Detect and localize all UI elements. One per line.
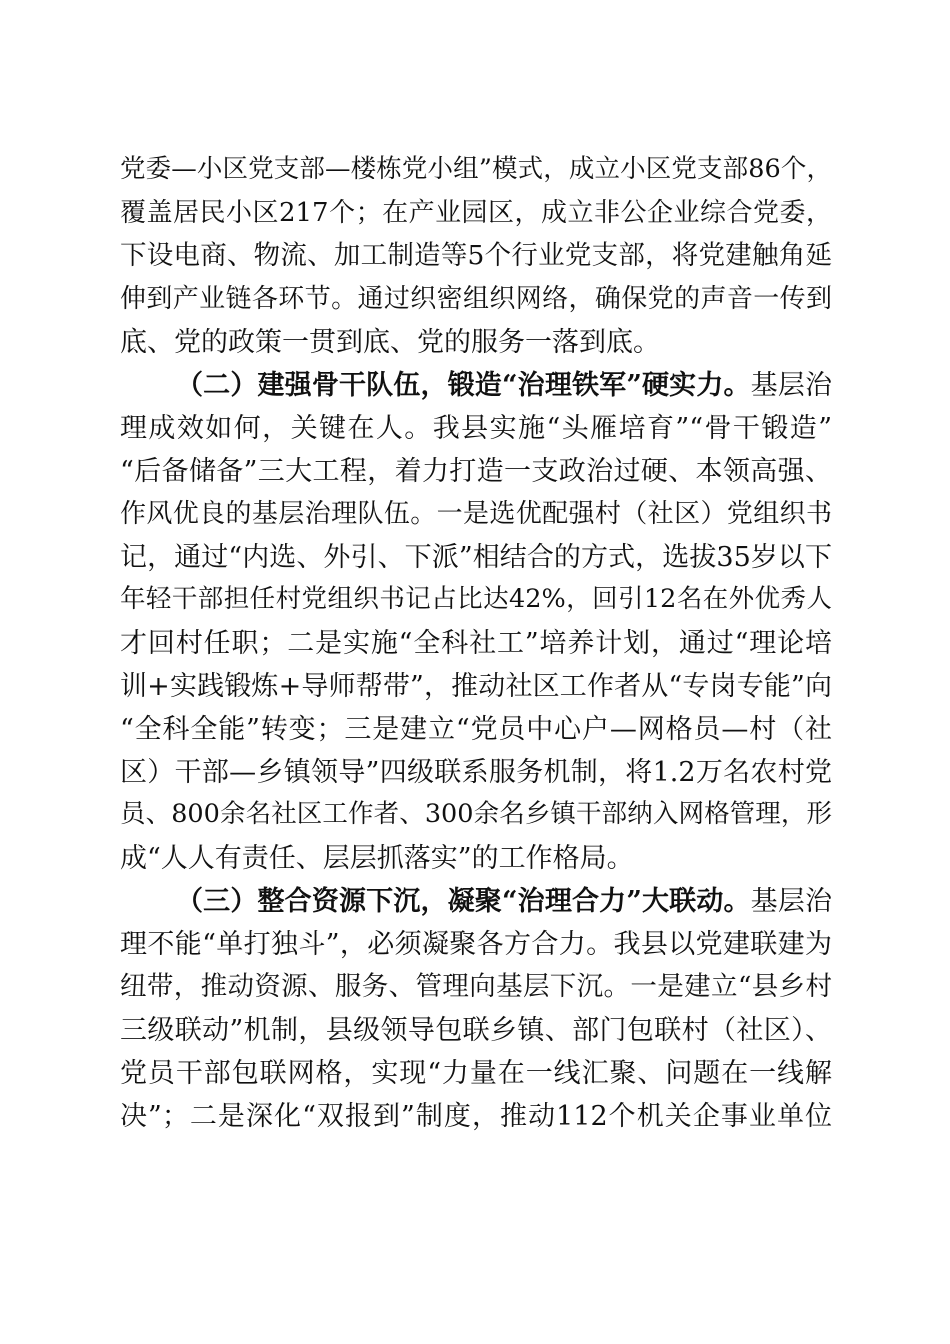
line-text: 年轻干部担任村党组织书记占比达42%，回引12名在外优秀人 [120,584,832,614]
text-line [120,501,832,527]
text-line [120,544,832,571]
text-line [120,673,832,700]
line-text: “全科全能”转变；三是建立“党员中心户—网格员—村（社 [120,714,832,745]
line-text: 三级联动”机制，县级领导包联乡镇、部门包联村（社区）、 [120,1015,832,1046]
text-line [120,154,832,184]
line-text: 纽带，推动资源、服务、管理向基层下沉。一是建立“县乡村 [120,971,832,1002]
text-line [120,1103,832,1130]
line-text: 理不能“单打独斗”，必须凝聚各方合力。我县以党建联建为 [120,929,832,960]
text-line [120,716,832,743]
text-line [120,1060,832,1087]
text-line [120,971,832,1002]
line-text: 党委—小区党支部—楼栋党小组”模式，成立小区党支部86个， [120,154,832,184]
text-line [120,584,832,614]
text-line [120,759,832,786]
line-text: 才回村任职；二是实施“全科社工”培养计划，通过“理论培 [120,628,832,659]
section-heading: （二）建强骨干队伍，锻造“治理铁军”硬实力。 [176,370,751,401]
line-text: 伸到产业链各环节。通过织密组织网络，确保党的声音一传到 [120,284,832,314]
section-heading-line [176,888,832,915]
line-text: “后备储备”三大工程，着力打造一支政治过硬、本领高强、 [120,456,832,487]
section-heading: （三）整合资源下沉，凝聚“治理合力”大联动。 [176,886,751,917]
line-text: 员、800余名社区工作者、300余名乡镇干部纳入网格管理，形 [120,799,832,829]
line-text: 底、党的政策一贯到底、党的服务一落到底。 [120,327,660,358]
line-text: 训+实践锻炼+导师帮带”，推动社区工作者从“专岗专能”向 [120,671,832,702]
text-line [120,931,832,958]
line-text: 基层治 [750,370,832,401]
text-line [120,845,832,872]
line-text: 下设电商、物流、加工制造等5个行业党支部，将党建触角延 [120,240,832,271]
text-line [120,415,832,442]
line-text: 作风优良的基层治理队伍。一是选优配强村（社区）党组织书 [120,499,832,529]
line-text: 成“人人有责任、层层抓落实”的工作格局。 [120,843,634,874]
line-text: 区）干部—乡镇领导”四级联系服务机制，将1.2万名农村党 [120,757,832,788]
line-text: 记，通过“内选、外引、下派”相结合的方式，选拔35岁以下 [120,542,832,573]
line-text: 党员干部包联网格，实现“力量在一线汇聚、问题在一线解 [120,1058,832,1089]
line-text: 决”；二是深化“双报到”制度，推动112个机关企事业单位 [120,1101,832,1132]
text-line [120,200,832,226]
text-line [120,286,832,312]
line-text: 基层治 [750,886,832,917]
section-heading-line [176,372,832,399]
line-text: 理成效如何，关键在人。我县实施“头雁培育”“骨干锻造” [120,413,832,444]
line-text: 覆盖居民小区217个；在产业园区，成立非公企业综合党委， [120,198,832,228]
text-line [120,630,832,657]
text-line [120,1017,832,1044]
text-line [120,799,832,829]
text-line [120,329,832,356]
text-line [120,240,832,271]
text-line [120,458,832,485]
